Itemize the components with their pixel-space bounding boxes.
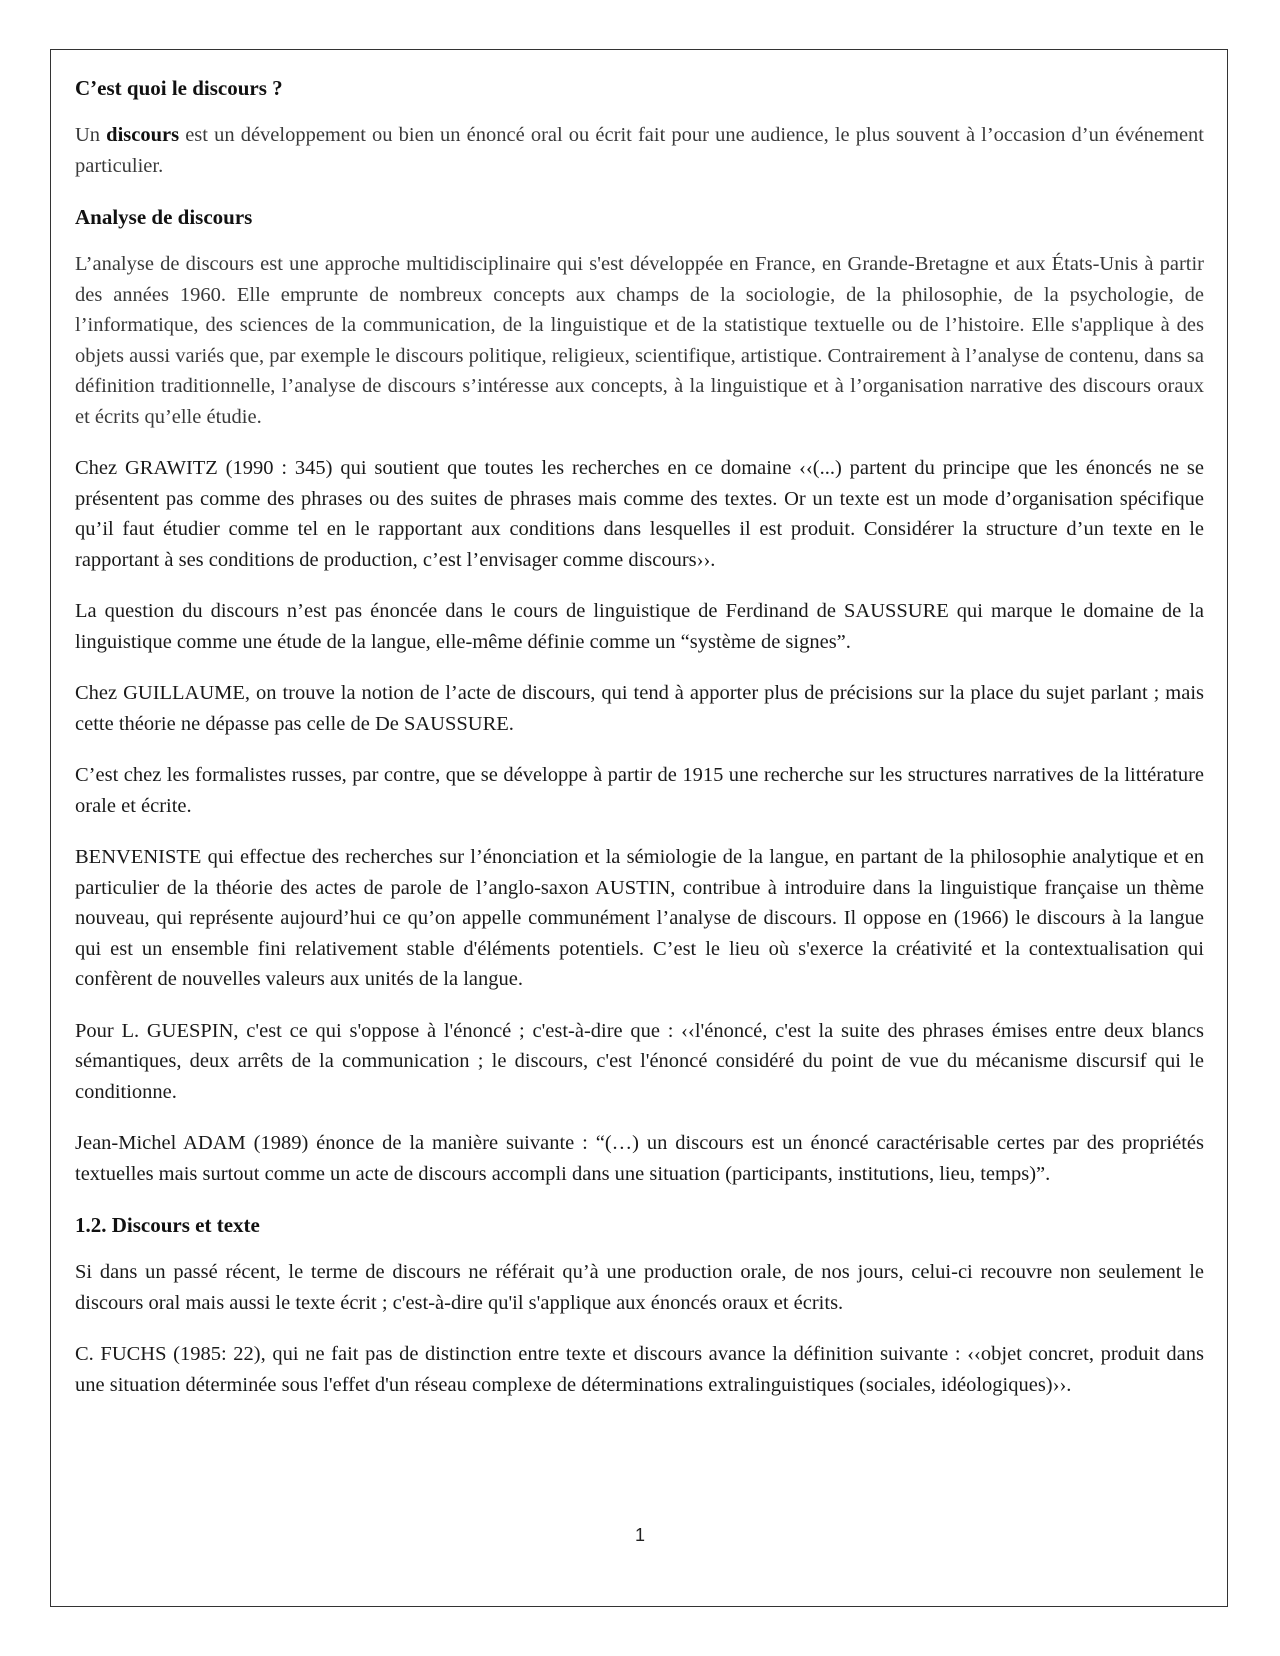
paragraph-recent-past: Si dans un passé récent, le terme de discours ne référait qu’à une production orale, de nos jours, celui-ci recouvre non seulement le discours oral mais aussi le texte écrit ; c'est-à-dire qu'il s'applique aux énoncés oraux et écrits. — [75, 1261, 1204, 1314]
paragraph-fuchs: C. FUCHS (1985: 22), qui ne fait pas de distinction entre texte et discours avance la définition suivante : ‹‹objet concret, produit dans une situation déterminée sous l'effet d'un réseau complexe de déterminations extralinguistiques (sociales, idéologiques)››. — [75, 1343, 1204, 1396]
paragraph-formalists: C’est chez les formalistes russes, par contre, que se développe à partir de 1915 une recherche sur les structures narratives de la littérature orale et écrite. — [75, 764, 1204, 817]
paragraph-saussure: La question du discours n’est pas énoncée dans le cours de linguistique de Ferdinand de SAUSSURE qui marque le domaine de la linguistique comme une étude de la langue, elle-même définie comme un “système de signes”. — [75, 600, 1204, 653]
heading-discourse-analysis: Analyse de discours — [75, 205, 253, 229]
page-number: 1 — [634, 1525, 645, 1545]
paragraph-guillaume: Chez GUILLAUME, on trouve la notion de l’acte de discours, qui tend à apporter plus de précisions sur la place du sujet parlant ; mais cette théorie ne dépasse pas celle de De SAUSSURE. — [75, 682, 1204, 735]
paragraph-guespin: Pour L. GUESPIN, c'est ce qui s'oppose à l'énoncé ; c'est-à-dire que : ‹‹l'énoncé, c'est la suite des phrases émises entre deux blancs sémantiques, deux arrêts de la communication ; le discours, c'est l'énoncé considéré du point de vue du mécanisme discursif qui le conditionne. — [75, 1019, 1204, 1103]
paragraph-discourse-definition — [75, 120, 1204, 181]
paragraph-adam: Jean-Michel ADAM (1989) énonce de la manière suivante : “(…) un discours est un énoncé caractérisable certes par des propriétés textuelles mais surtout comme un acte de discours accompli dans une situation (participants, institutions, lieu, temps)”. — [75, 1132, 1204, 1185]
paragraph-analysis-overview: L’analyse de discours est une approche multidisciplinaire qui s'est développée en France, en Grande-Bretagne et aux États-Unis à partir des années 1960. Elle emprunte de nombreux concepts aux champs de la sociologie, de la philosophie, de la psychologie, de l’informatique, des sciences de la communication, de la linguistique et de la statistique textuelle ou de l’histoire. Elle s'applique à des objets aussi variés que, par exemple le discours politique, religieux, scientifique, artistique. Contrairement à l’analyse de contenu, dans sa définition traditionnelle, l’analyse de discours s’intéresse aux concepts, à la linguistique et à l’organisation narrative des discours oraux et écrits qu’elle étudie. — [75, 253, 1204, 428]
paragraph-text: est un développement ou bien un énoncé oral ou écrit fait pour une audience, le plus souvent à l’occasion d’un événement particulier. — [75, 124, 1204, 177]
paragraph-grawitz: Chez GRAWITZ (1990 : 345) qui soutient que toutes les recherches en ce domaine ‹‹(...) partent du principe que les énoncés ne se présentent pas comme des phrases ou des suites de phrases mais comme des textes. Or un texte est un mode d’organisation spécifique qu’il faut étudier comme tel en le rapportant aux conditions dans lesquelles il est produit. Considérer la structure d’un texte en le rapportant à ses conditions de production, c’est l’envisager comme discours››. — [75, 457, 1204, 571]
paragraph-benveniste: BENVENISTE qui effectue des recherches sur l’énonciation et la sémiologie de la langue, en partant de la philosophie analytique et en particulier de la théorie des actes de parole de l’anglo-saxon AUSTIN, contribue à introduire dans la linguistique française un thème nouveau, qui représente aujourd’hui ce qu’on appelle communément l’analyse de discours. Il oppose en (1966) le discours à la langue qui est un ensemble fini relativement stable d'éléments potentiels. C’est le lieu où s'exerce la créativité et la contextualisation qui confèrent de nouvelles valeurs aux unités de la langue. — [75, 846, 1204, 990]
paragraph-text: Un — [75, 124, 107, 146]
document-body — [75, 73, 1204, 1421]
bold-term-discours: discours — [106, 124, 180, 146]
heading-what-is-discourse: C’est quoi le discours ? — [75, 76, 283, 100]
heading-discourse-and-text: 1.2. Discours et texte — [75, 1213, 260, 1237]
